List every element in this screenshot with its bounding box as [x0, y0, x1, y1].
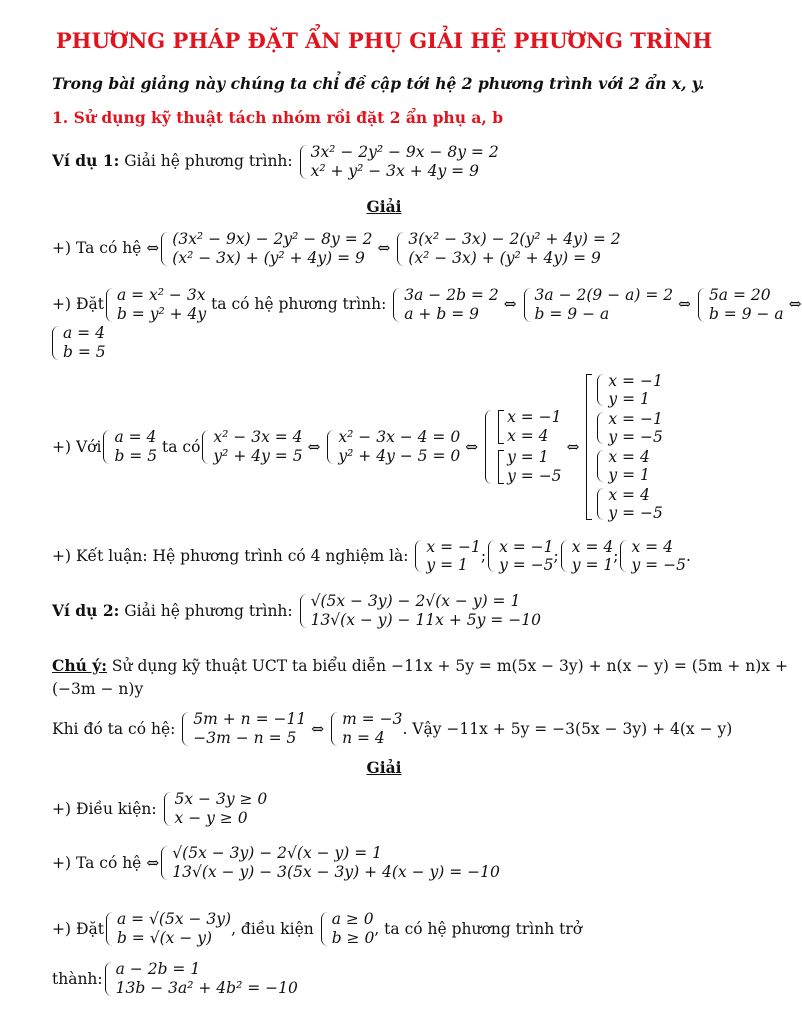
system — [103, 960, 298, 998]
conclusion: +) Kết luận: Hệ phương trình có 4 nghiệm là: x = −1 y = 1 ; x = −1 y = −5 ; x = 4 y = 1 ; x = 4 y = −5 . — [52, 538, 691, 574]
condition — [52, 790, 267, 828]
equation: x = −1 — [507, 408, 562, 426]
equation: a = √(5x − 3y) — [116, 910, 232, 928]
step-text: ta có hệ phương trình: — [206, 295, 392, 313]
step-prefix: +) Đặt — [52, 295, 104, 313]
step-prefix: +) Ta có hệ ⇔ — [52, 239, 160, 257]
solution-heading-1: Giải — [366, 197, 402, 216]
solution-pair — [595, 486, 662, 522]
equation: 5a = 20 — [708, 286, 771, 304]
equation: b = √(x − y) — [116, 929, 213, 947]
equation: √(5x − 3y) − 2√(x − y) = 1 — [310, 592, 521, 610]
step-text: Khi đó ta có hệ: — [52, 720, 181, 738]
step-prefix: thành: — [52, 970, 103, 988]
equation: y = 1 — [571, 556, 614, 574]
equation: x = 4 — [507, 427, 549, 445]
equation: 5m + n = −11 — [193, 710, 307, 728]
equation: (x² − 3x) + (y² + 4y) = 9 — [172, 249, 365, 267]
step-2: +) Đặt a = x² − 3x b = y² + 4y ta có hệ phương trình: 3a − 2b = 2 a + b = 9 ⇔ 3a − 2(9 − a) = 2 b = 9 − a ⇔ 5a = 20 b = 9 − a ⇔ — [52, 286, 802, 323]
equation: x = −1 — [608, 410, 663, 428]
equation: x = 4 — [608, 486, 650, 504]
system — [696, 286, 784, 324]
example-1-label: Ví dụ 1: — [52, 151, 120, 170]
step-text: . Vậy −11x + 5y = −3(5x − 3y) + 4(x − y) — [402, 720, 733, 738]
equation: x = −1 — [608, 372, 663, 390]
system — [200, 428, 302, 466]
solution-pair — [413, 538, 480, 574]
system — [391, 286, 498, 324]
equation: x = 4 — [608, 448, 650, 466]
section-heading-1: 1. Sử dụng kỹ thuật tách nhóm rồi đặt 2 ẩn phụ a, b — [52, 108, 504, 127]
equation: y = −5 — [507, 467, 562, 485]
equation: b = y² + 4y — [116, 305, 207, 323]
equation: y = −5 — [608, 428, 663, 446]
equation: a ≥ 0 — [331, 910, 374, 928]
equation: 3a − 2(9 − a) = 2 — [534, 286, 674, 304]
intro-text: Trong bài giảng này chúng ta chỉ đề cập tới hệ 2 phương trình với 2 ẩn x, y. — [52, 74, 705, 93]
system — [159, 230, 372, 268]
equation: 3a − 2b = 2 — [404, 286, 499, 304]
equation: 5x − 3y ≥ 0 — [174, 790, 268, 808]
equation: (x² − 3x) + (y² + 4y) = 9 — [408, 249, 601, 267]
equation: b = 5 — [114, 447, 158, 465]
example-2-text: Giải hệ phương trình: — [119, 602, 298, 620]
system — [522, 286, 674, 324]
equation: x² − 3x = 4 — [213, 428, 303, 446]
system — [159, 844, 500, 882]
equation: b ≥ 0 — [331, 929, 375, 947]
equation: 3x² − 2y² − 9x − 8y = 2 — [310, 143, 499, 161]
equation: b = 9 − a — [534, 305, 610, 323]
step-prefix: +) Ta có hệ ⇔ — [52, 854, 160, 872]
system — [319, 910, 375, 948]
equation: n = 4 — [342, 729, 385, 747]
step-6 — [52, 960, 298, 998]
note-label: Chú ý: — [52, 656, 107, 675]
system — [395, 230, 620, 268]
equation: x = −1 — [426, 538, 481, 556]
solution-pair — [559, 538, 613, 574]
step-1: +) Ta có hệ ⇔ (3x² − 9x) − 2y² − 8y = 2 (x² − 3x) + (y² + 4y) = 9 ⇔ 3(x² − 3x) − 2(y² + 4y) = 2 (x² − 3x) + (y² + 4y) = 9 — [52, 230, 621, 267]
step-3: +) Với a = 4 b = 5 ta có x² − 3x = 4 y² + 4y = 5 ⇔ x² − 3x − 4 = 0 y² + 4y − 5 = 0 ⇔ x = −1 x = 4 y = 1 y = −5 ⇔ x = −1 y = 1 x = −1 y = −5 x = 4 y = 1 x = 4 y = −5 — [52, 372, 663, 522]
equation: y = 1 — [608, 466, 650, 484]
nested-system — [483, 408, 561, 486]
step-prefix: +) Đặt — [52, 920, 104, 938]
system — [325, 428, 460, 466]
step-text: ta có — [157, 438, 201, 456]
equation: a = x² − 3x — [116, 286, 206, 304]
equation: y = −5 — [499, 556, 554, 574]
note-continued: (−3m − n)y — [52, 680, 144, 698]
system — [50, 324, 106, 362]
equation: y = 1 — [507, 448, 549, 466]
equation: b = 9 − a — [708, 305, 784, 323]
example-1-system — [298, 143, 499, 181]
example-2 — [52, 592, 541, 630]
example-1-text: Giải hệ phương trình: — [119, 152, 298, 170]
equation: m = −3 — [342, 710, 403, 728]
equation: y = −5 — [631, 556, 686, 574]
step-4 — [52, 844, 500, 882]
equation: x² − 3x − 4 = 0 — [338, 428, 461, 446]
step-prefix: +) Với — [52, 438, 102, 456]
step-text: , điều kiện — [231, 920, 319, 938]
note — [52, 656, 788, 676]
equation: −3m − n = 5 — [193, 729, 297, 747]
conclusion-text: +) Kết luận: Hệ phương trình có 4 nghiệm là: — [52, 547, 414, 565]
solution-pair — [595, 372, 662, 408]
step-text: , ta có hệ phương trình trở — [374, 920, 583, 938]
equation: y = −5 — [608, 504, 663, 522]
page-title: PHƯƠNG PHÁP ĐẶT ẨN PHỤ GIẢI HỆ PHƯƠNG TRÌNH — [55, 28, 713, 53]
equation: x = −1 — [499, 538, 554, 556]
equation: a + b = 9 — [404, 305, 479, 323]
system — [162, 790, 268, 828]
equation: x² + y² − 3x + 4y = 9 — [310, 162, 479, 180]
system — [101, 428, 157, 466]
equation: a − 2b = 1 — [115, 960, 201, 978]
step-5 — [52, 910, 582, 948]
equation: x = 4 — [631, 538, 673, 556]
example-1 — [52, 143, 499, 181]
system — [104, 286, 206, 324]
note-text: Sử dụng kỹ thuật UCT ta biểu diễn −11x + 5y = m(5x − 3y) + n(x − y) = (5m + n)x + — [107, 657, 788, 675]
equation: y² + 4y = 5 — [213, 447, 303, 465]
equation: (3x² − 9x) − 2y² − 8y = 2 — [172, 230, 373, 248]
step-2-result — [50, 324, 106, 362]
example-2-label: Ví dụ 2: — [52, 601, 120, 620]
system — [104, 910, 231, 948]
solution-set — [584, 372, 662, 522]
equation: b = 5 — [63, 343, 106, 361]
solution-pair — [595, 410, 662, 446]
system — [329, 710, 402, 748]
equation: x − y ≥ 0 — [174, 809, 248, 827]
equation: x = 4 — [571, 538, 614, 556]
equation: y = 1 — [426, 556, 468, 574]
equation: y = 1 — [608, 390, 650, 408]
solution-pair — [595, 448, 662, 484]
equation: 13b − 3a² + 4b² = −10 — [115, 979, 298, 997]
solution-heading-2: Giải — [366, 758, 402, 777]
step-text: +) Điều kiện: — [52, 800, 162, 818]
equation: 13√(x − y) − 3(5x − 3y) + 4(x − y) = −10 — [172, 863, 500, 881]
solution-pair — [618, 538, 685, 574]
equation: a = 4 — [63, 324, 105, 342]
equation: 13√(x − y) − 11x + 5y = −10 — [310, 611, 541, 629]
equation: 3(x² − 3x) − 2(y² + 4y) = 2 — [408, 230, 621, 248]
equation: a = 4 — [114, 428, 157, 446]
example-2-system — [298, 592, 541, 630]
uct-system: Khi đó ta có hệ: 5m + n = −11 −3m − n = 5 ⇔ m = −3 n = 4 . Vậy −11x + 5y = −3(5x − 3y) + 4(x − y) — [52, 710, 733, 747]
system — [180, 710, 306, 748]
solution-pair — [486, 538, 553, 574]
equation: √(5x − 3y) − 2√(x − y) = 1 — [172, 844, 383, 862]
equation: y² + 4y − 5 = 0 — [338, 447, 461, 465]
